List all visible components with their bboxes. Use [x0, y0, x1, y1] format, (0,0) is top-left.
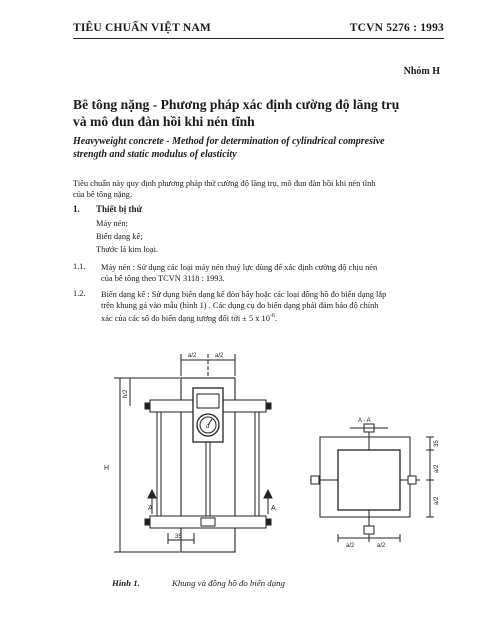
screw-icon [145, 403, 150, 409]
specimen-section [338, 450, 400, 510]
screw-head-icon [364, 526, 374, 534]
equipment-item: Thước lá kim loại. [96, 245, 158, 254]
clause-text [101, 289, 447, 324]
clause-number: 1.1. [73, 262, 86, 271]
title-vi-line-2: và mô đun đàn hồi khi nén tĩnh [73, 114, 255, 129]
clause-line-end: . [274, 313, 278, 323]
clause-line-text: xác của các số đo biến dạng tương đối tới ± 5 x 10 [101, 313, 270, 323]
section-title: Thiết bị thử [96, 204, 142, 214]
screw-icon [266, 519, 271, 525]
standard-code: TCVN 5276 : 1993 [349, 22, 444, 34]
screw-head-icon [408, 476, 416, 484]
group-label: Nhóm H [403, 66, 440, 77]
title-vi-line-1: Bê tông nặng - Phương pháp xác định cường độ lăng trụ [73, 97, 400, 112]
title-en-line-1: Heavyweight concrete - Method for determination of cylindrical compresive [73, 136, 385, 147]
intro-line-2: của bê tông nặng. [73, 190, 133, 199]
section-title-label: A - A [358, 418, 371, 424]
title-english [73, 136, 453, 161]
section-arrow-icon [148, 490, 156, 498]
figure-caption-label: Hình 1. [112, 578, 140, 588]
dim-label-a2: a/2 [434, 464, 440, 473]
dim-label-a2: a/2 [215, 353, 224, 359]
section-arrow-icon [264, 490, 272, 498]
dim-label-a2: a/2 [434, 496, 440, 505]
dim-label-35: 35 [434, 440, 440, 447]
screw-icon [266, 403, 271, 409]
clause-exponent: -6 [269, 313, 275, 319]
clause-line: Biến dạng kế : Sử dụng biến dạng kế đòn bẩy hoặc các loại đồng hồ đo biến dạng lắp [101, 290, 387, 299]
clause-line: của bê tông theo TCVN 3118 : 1993. [101, 274, 225, 283]
figure-strain-gauge-frame [0, 330, 495, 585]
clause-number: 1.2. [73, 289, 86, 298]
header-rule [73, 38, 444, 39]
clause-line: trên khung gá vào mẫu (hình 1) . Các dụng cụ đo biến dạng phải đảm bảo độ chính [101, 301, 379, 310]
equipment-item: Biến dạng kế; [96, 232, 143, 241]
dim-label-h2: h/2 [123, 389, 129, 398]
dim-label-a2: a/2 [377, 543, 386, 549]
gauge-letter: d [206, 424, 210, 430]
section-number: 1. [73, 204, 80, 214]
equipment-item: Máy nén; [96, 219, 128, 228]
intro-line-1: Tiêu chuẩn này quy định phương pháp thử cường độ lăng trụ, mô đun đàn hồi khi nén tĩnh [73, 179, 376, 188]
title-en-line-2: strength and static modulus of elasticity [73, 148, 237, 160]
screw-head-icon [311, 476, 319, 484]
section-view [310, 424, 434, 542]
figure-caption-text: Khung và đồng hồ đo biến dạng [172, 578, 285, 588]
screw-icon [145, 519, 150, 525]
section-letter: A [271, 505, 276, 512]
dim-label-H: H [104, 465, 110, 472]
dim-label-a2: a/2 [346, 543, 355, 549]
title-vietnamese [73, 96, 453, 130]
dim-label-a2: a/2 [188, 353, 197, 359]
intro-paragraph [73, 178, 445, 200]
clause-line [101, 311, 447, 324]
front-view [114, 354, 272, 552]
clause-text [101, 262, 447, 284]
standard-header-left: TIÊU CHUẨN VIỆT NAM [73, 22, 211, 34]
dim-label-35: 35 [175, 534, 182, 540]
clause-line: Máy nén : Sử dụng các loại máy nén thuỷ lực dùng để xác định cường độ chịu nén [101, 263, 378, 272]
section-letter: A [148, 505, 153, 512]
